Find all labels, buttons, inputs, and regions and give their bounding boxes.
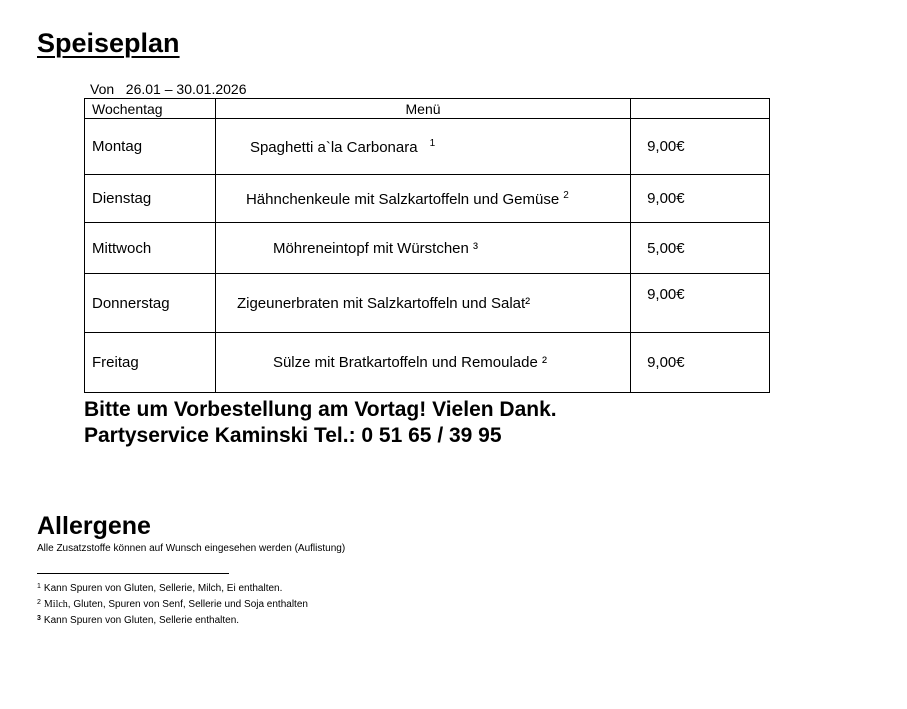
day-cell: Dienstag <box>85 175 216 223</box>
footnote-1 <box>37 583 282 594</box>
footnote-3 <box>37 615 239 626</box>
meal-cell <box>215 333 630 393</box>
header-menu: Menü <box>215 99 630 119</box>
price-cell: 9,00€ <box>631 119 770 175</box>
table-row <box>85 223 770 274</box>
notice-line-contact: Partyservice Kaminski Tel.: 0 51 65 / 39 95 <box>84 424 502 447</box>
footnote-mark: 2 <box>563 189 569 201</box>
header-day: Wochentag <box>85 99 216 119</box>
table-row <box>85 274 770 333</box>
price-cell: 9,00€ <box>631 333 770 393</box>
meal-cell <box>215 223 630 274</box>
footnote-prefix: Milch <box>43 599 68 610</box>
meal-cell <box>215 175 630 223</box>
date-range: Von 26.01 – 30.01.2026 <box>90 81 247 97</box>
meal-text: Zigeunerbraten mit Salzkartoffeln und Salat² <box>236 294 531 312</box>
table-header-row <box>85 99 770 119</box>
meal-text: Hähnchenkeule mit Salzkartoffeln und Gemüse <box>245 190 560 208</box>
menu-table <box>84 98 770 393</box>
allergens-heading: Allergene <box>37 512 151 540</box>
header-price <box>631 99 770 119</box>
table-row <box>85 119 770 175</box>
order-notice <box>84 397 557 449</box>
price-cell: 9,00€ <box>631 175 770 223</box>
meal-text: Spaghetti a`la Carbonara <box>249 138 418 156</box>
meal-cell <box>215 119 630 175</box>
price-cell: 5,00€ <box>631 223 770 274</box>
table-row <box>85 333 770 393</box>
footnote-text: , Gluten, Spuren von Senf, Sellerie und Soja enthalten <box>67 599 308 610</box>
footnote-mark: 1 <box>429 137 436 149</box>
footnote-text: Kann Spuren von Gluten, Sellerie enthalten. <box>43 615 240 626</box>
day-cell: Mittwoch <box>85 223 216 274</box>
meal-cell <box>215 274 630 333</box>
meal-text: Sülze mit Bratkartoffeln und Remoulade ² <box>272 354 547 371</box>
table-row <box>85 175 770 223</box>
price-cell: 9,00€ <box>631 274 770 333</box>
meal-text: Möhreneintopf mit Würstchen ³ <box>272 239 479 257</box>
day-cell: Donnerstag <box>85 274 216 333</box>
footnote-2 <box>37 599 308 610</box>
footnote-mark: 3 <box>37 615 41 622</box>
day-cell: Montag <box>85 119 216 175</box>
allergens-subtitle: Alle Zusatzstoffe können auf Wunsch eingesehen werden (Auflistung) <box>37 543 346 554</box>
day-cell: Freitag <box>85 333 216 393</box>
footnote-mark: 1 <box>37 583 41 590</box>
footnote-text: Kann Spuren von Gluten, Sellerie, Milch, Ei enthalten. <box>43 583 283 594</box>
notice-line-preorder: Bitte um Vorbestellung am Vortag! Vielen Dank. <box>84 398 557 421</box>
footnote-divider <box>37 573 229 574</box>
footnote-mark: 2 <box>37 599 41 606</box>
page-title: Speiseplan <box>37 28 180 58</box>
